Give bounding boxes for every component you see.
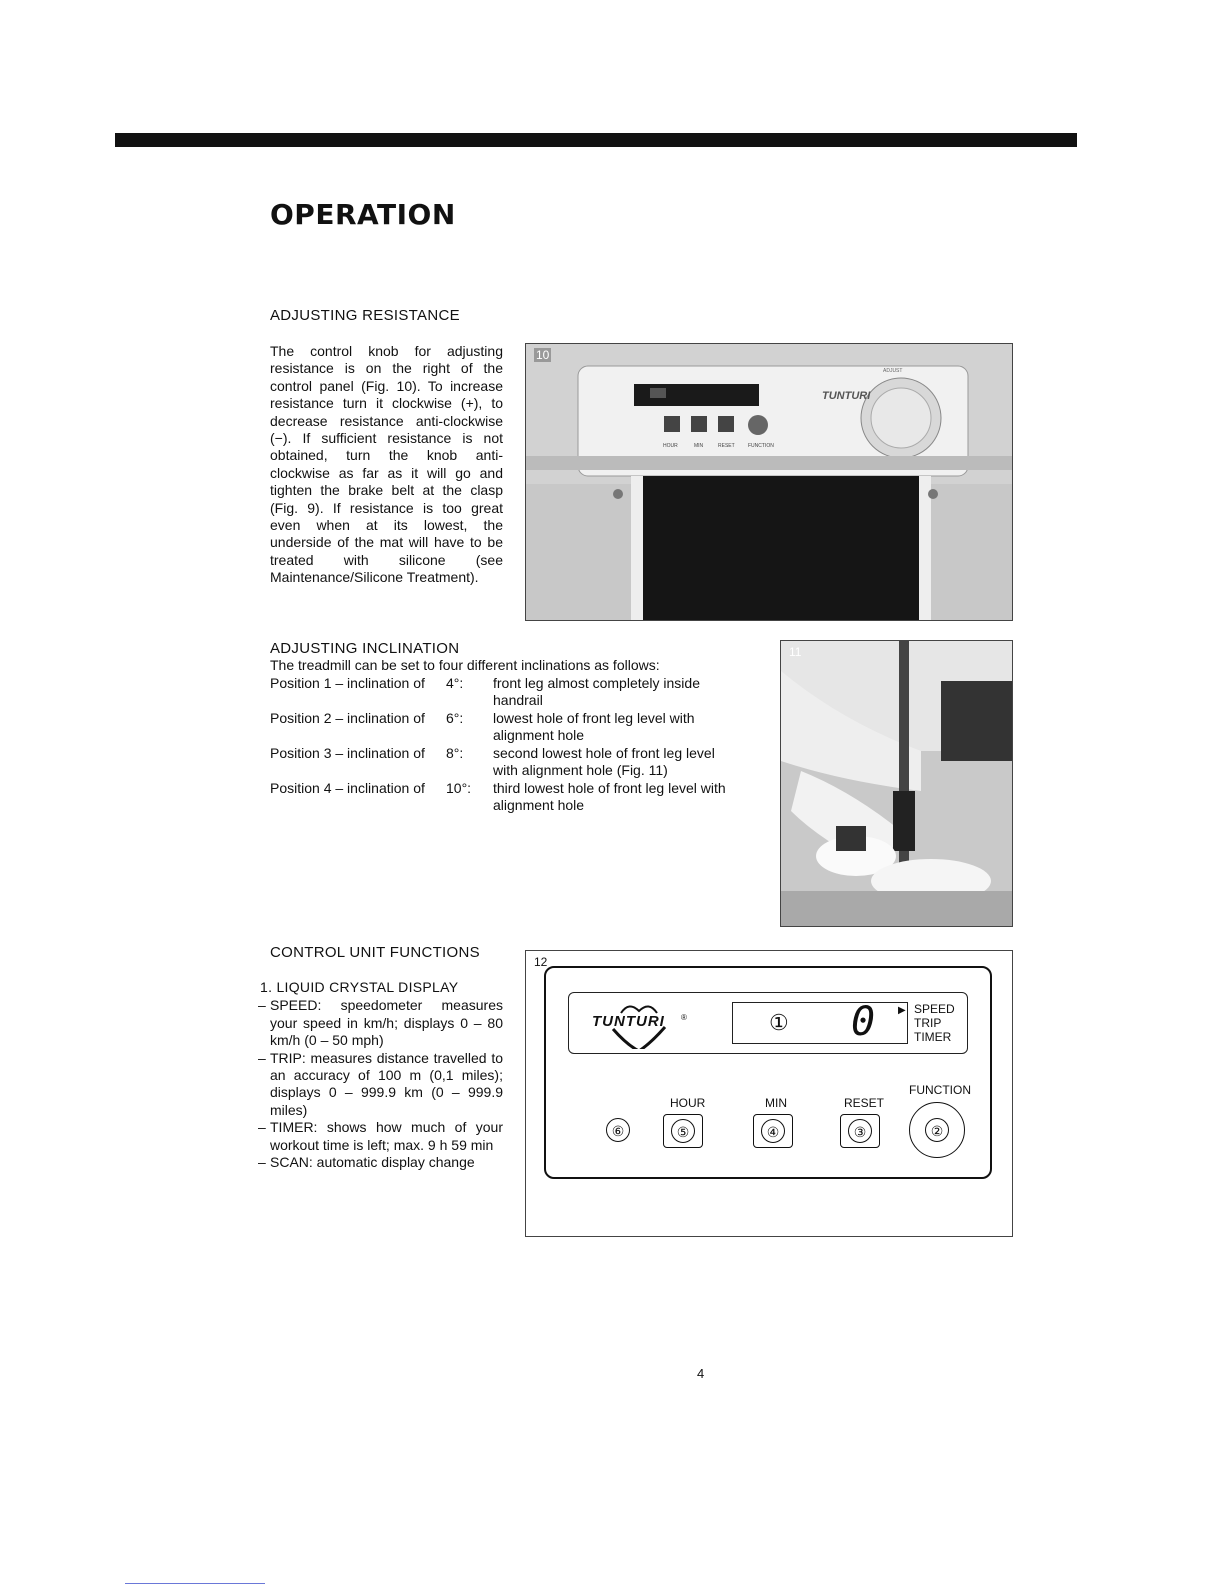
mode-trip: TRIP xyxy=(914,1016,942,1030)
resistance-body xyxy=(270,343,503,587)
lcd-screen xyxy=(732,999,908,1045)
min-button[interactable] xyxy=(753,1114,793,1148)
tunturi-logo: TUNTURI xyxy=(592,1013,665,1030)
reset-label: RESET xyxy=(844,1096,885,1110)
figure-11-number: 11 xyxy=(789,645,802,659)
top-rule xyxy=(115,133,1077,147)
registered-mark: ® xyxy=(681,1013,687,1022)
inclination-list xyxy=(270,657,726,815)
photo-label-function: FUNCTION xyxy=(748,443,774,449)
list-dash: – xyxy=(258,1119,266,1136)
position-label: Position 4 – inclination of xyxy=(270,780,425,796)
callout-6 xyxy=(606,1118,630,1142)
list-dash: – xyxy=(258,997,266,1014)
position-description: lowest hole of front leg level with alignment hole xyxy=(493,710,695,744)
inclination-row xyxy=(270,710,695,745)
page-title: OPERATION xyxy=(270,198,456,231)
min-label: MIN xyxy=(765,1096,787,1110)
lcd-mode-labels xyxy=(910,1002,966,1044)
position-label: Position 3 – inclination of xyxy=(270,745,425,761)
reset-button-marker: ③ xyxy=(848,1119,872,1143)
figure-12-number: 12 xyxy=(534,955,548,969)
list-dash: – xyxy=(258,1154,266,1171)
position-description: front leg almost completely inside handrail xyxy=(493,675,700,709)
min-button-marker: ④ xyxy=(761,1119,785,1143)
treadmill-console-photo xyxy=(526,344,1013,621)
list-item xyxy=(258,1154,503,1171)
inclination-row xyxy=(270,745,715,780)
photo-brand-logo: TUNTURI xyxy=(822,390,871,402)
inclination-intro: The treadmill can be set to four different inclinations as follows: xyxy=(270,657,660,673)
hour-button[interactable] xyxy=(663,1114,703,1148)
figure-10-photo xyxy=(525,343,1013,621)
position-degrees: 8°: xyxy=(446,745,464,761)
display-panel xyxy=(568,992,968,1054)
control-unit-heading: CONTROL UNIT FUNCTIONS xyxy=(270,944,480,961)
inclination-row xyxy=(270,675,700,710)
list-item-text: SCAN: automatic display change xyxy=(270,1154,475,1171)
reset-button[interactable] xyxy=(840,1114,880,1148)
resistance-body-text: The control knob for adjusting resistance is on the right of the control panel (Fig. 10). To increase resistance turn it clockwise (+), to decrease resistance anti-clockwise (−). If sufficient resistance is not obtained, turn the knob anti-clockwise as far as it will go and tighten the brake belt at the clasp (Fig. 9). If resistance is too great even when at its lowest, the underside of the mat will have to be treated with silicone (see Maintenance/Silicone Treatment). xyxy=(270,343,503,586)
photo-label-hour: HOUR xyxy=(663,443,678,449)
list-item-text: TRIP: measures distance travelled to an accuracy of 100 m (0,1 miles); displays 0 – 999.9 km (0 – 999.9 miles) xyxy=(270,1049,503,1118)
page-number: 4 xyxy=(697,1366,705,1381)
lcd-callout-1: ① xyxy=(769,1010,789,1035)
lcd-functions-list xyxy=(258,979,503,1171)
hour-button-marker: ⑤ xyxy=(671,1119,695,1143)
lcd-subheading: 1. LIQUID CRYSTAL DISPLAY xyxy=(260,979,459,995)
list-item-text: TIMER: shows how much of your workout time is left; max. 9 h 59 min xyxy=(270,1119,503,1153)
photo-label-min: MIN xyxy=(694,443,704,449)
mode-timer: TIMER xyxy=(914,1030,952,1044)
resistance-heading: ADJUSTING RESISTANCE xyxy=(270,307,460,324)
inclination-heading: ADJUSTING INCLINATION xyxy=(270,640,460,657)
lcd-pointer-icon: ▶ xyxy=(898,1005,906,1016)
function-button-marker: ② xyxy=(925,1118,949,1142)
adjusting-leg-photo xyxy=(781,641,1013,927)
footer-line xyxy=(125,1583,265,1584)
list-item xyxy=(258,1119,503,1154)
position-degrees: 6°: xyxy=(446,710,464,726)
position-label: Position 1 – inclination of xyxy=(270,675,425,691)
lcd-digit: 0 xyxy=(851,999,876,1045)
function-label: FUNCTION xyxy=(909,1083,971,1097)
position-degrees: 4°: xyxy=(446,675,464,691)
list-item xyxy=(258,1050,503,1120)
figure-10-number: 10 xyxy=(536,348,550,362)
list-dash: – xyxy=(258,1049,266,1066)
photo-knob-label: ADJUST xyxy=(883,368,903,374)
position-description: third lowest hole of front leg level with alignment hole xyxy=(493,780,726,814)
position-description: second lowest hole of front leg level with alignment hole (Fig. 11) xyxy=(493,745,715,779)
mode-speed: SPEED xyxy=(914,1002,955,1016)
function-button[interactable] xyxy=(909,1102,965,1158)
inclination-row xyxy=(270,780,726,815)
control-unit-diagram xyxy=(544,966,992,1179)
photo-label-reset: RESET xyxy=(718,443,735,449)
hour-label: HOUR xyxy=(670,1096,706,1110)
position-degrees: 10°: xyxy=(446,780,472,796)
callout-6-marker: ⑥ xyxy=(606,1118,630,1142)
list-item xyxy=(258,997,503,1049)
figure-11-photo xyxy=(780,640,1013,927)
position-label: Position 2 – inclination of xyxy=(270,710,425,726)
list-item-text: SPEED: speedometer measures your speed in km/h; displays 0 – 80 km/h (0 – 50 mph) xyxy=(270,997,503,1049)
